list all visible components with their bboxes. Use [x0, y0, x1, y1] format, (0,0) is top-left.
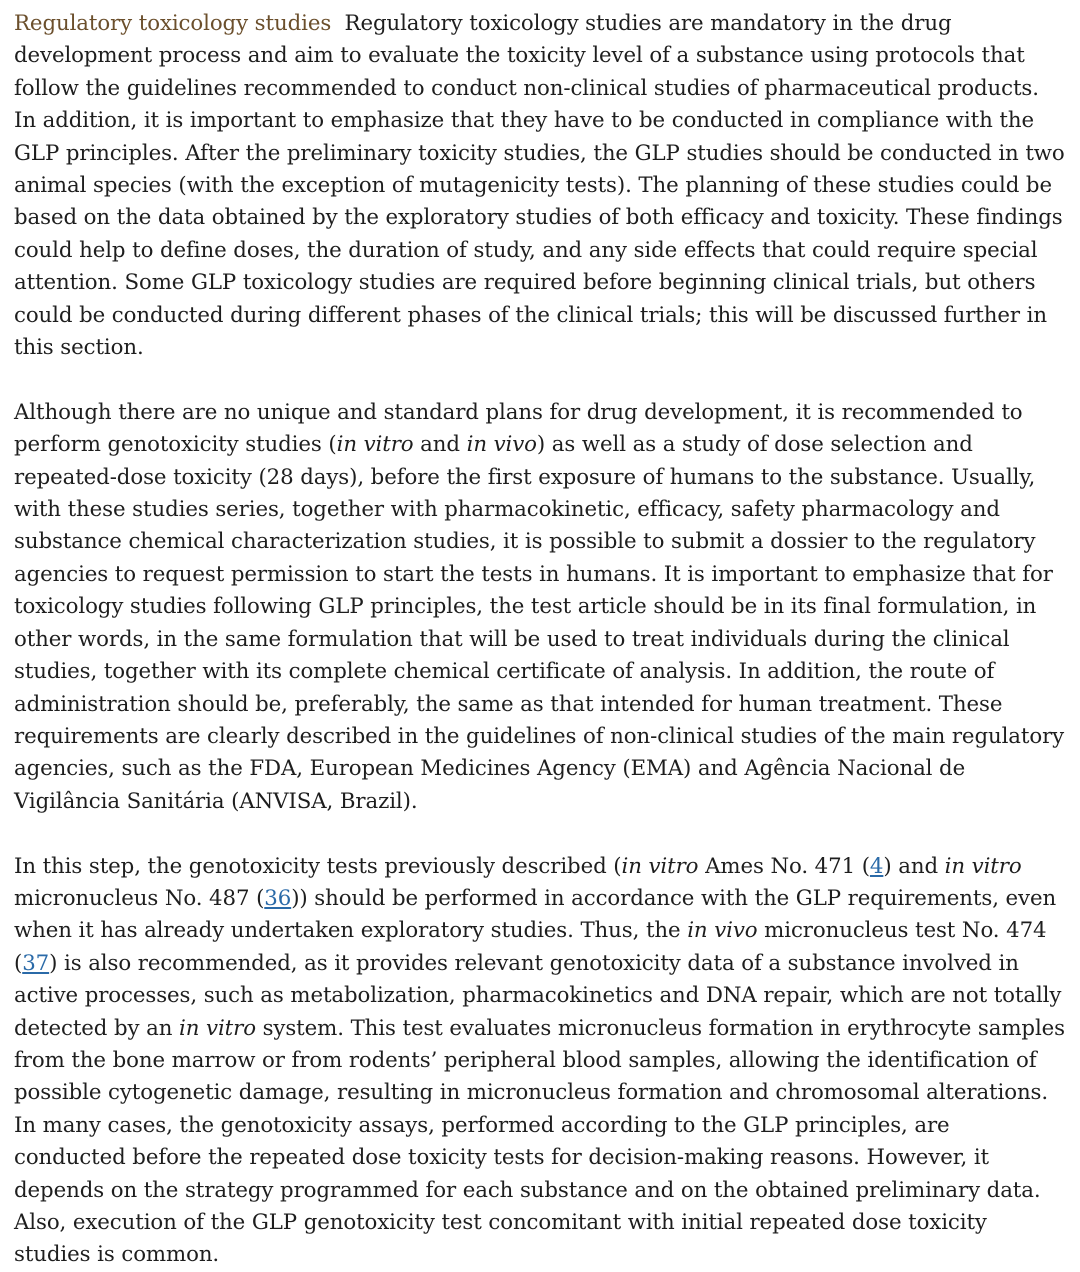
paragraph-text: and [413, 432, 467, 458]
paragraph-regulatory-toxicology [14, 8, 1072, 364]
italic-term: in vivo [466, 432, 537, 458]
italic-term: in vitro [621, 853, 699, 879]
paragraph-text: micronucleus No. 487 ( [14, 885, 265, 911]
reference-link-36[interactable]: 36 [264, 885, 292, 911]
paragraph-text: Although there are no unique and standard plans for drug development, it is recommended to perform genotoxicity studies ( [14, 399, 1023, 458]
paragraph-text: ) as well as a study of dose selection and repeated-dose toxicity (28 days), before the first exposure of humans to the substance. Usually, with these studies series, together with pharmacokinetic, efficacy, safety pharmacology and substance chemical characterization studies, it is possible to submit a dossier to the regulatory agencies to request permission to start the tests in humans. It is important to emphasize that for toxicology studies following GLP principles, the test article should be in its final formulation, in other words, in the same formulation that will be used to treat individuals during the clinical studies, together with its complete chemical certificate of analysis. In addition, the route of administration should be, preferably, the same as that intended for human treatment. These requirements are clearly described in the guidelines of non-clinical studies of the main regulatory agencies, such as the FDA, European Medicines Agency (EMA) and Agência Nacional de Vigilância Sanitária (ANVISA, Brazil). [14, 432, 1065, 814]
paragraph-text: Regulatory toxicology studies are mandatory in the drug development process and aim to evaluate the toxicity level of a substance using protocols that follow the guidelines recommended to conduct non-clinical studies of pharmaceutical products. In addition, it is important to emphasize that they have to be conducted in compliance with the GLP principles. After the preliminary toxicity studies, the GLP studies should be conducted in two animal species (with the exception of mutagenicity tests). The planning of these studies could be based on the data obtained by the exploratory studies of both efficacy and toxicity. These findings could help to define doses, the duration of study, and any side effects that could require special attention. Some GLP toxicology studies are required before beginning clinical trials, but others could be conducted during different phases of the clinical trials; this will be discussed further in this section. [14, 11, 1072, 361]
italic-term: in vitro [179, 1015, 256, 1041]
reference-link-37[interactable]: 37 [22, 950, 50, 976]
section-heading: Regulatory toxicology studies [14, 11, 332, 36]
paragraph-text: In this step, the genotoxicity tests previously described ( [14, 853, 622, 879]
italic-term: in vivo [687, 918, 758, 944]
paragraph-text: Ames No. 471 ( [698, 853, 870, 879]
reference-link-4[interactable]: 4 [869, 853, 884, 879]
paragraph-text: ) and [883, 853, 945, 879]
italic-term: in vitro [944, 853, 1022, 879]
paragraph-text: micronucleus test No. 474 ( [14, 918, 1047, 976]
paragraph-text: )) should be performed in accordance with the GLP requirements, even when it has already undertaken exploratory studies. Thus, the [14, 885, 1057, 944]
paragraph-genotoxicity-tests [14, 851, 1066, 1272]
paragraph-text: ) is also recommended, as it provides relevant genotoxicity data of a substance involved in active processes, such as metabolization, pharmacokinetics and DNA repair, which are not totally detected by an [14, 950, 1062, 1041]
paragraph-text: system. This test evaluates micronucleus formation in erythrocyte samples from the bone marrow or from rodents’ peripheral blood samples, allowing the identification of possible cytogenetic damage, resulting in micronucleus formation and chromosomal alterations. In many cases, the genotoxicity assays, performed according to the GLP principles, are conducted before the repeated dose toxicity tests for decision-making reasons. However, it depends on the strategy programmed for each substance and on the obtained preliminary data. Also, execution of the GLP genotoxicity test concomitant with initial repeated dose toxicity studies is common. [14, 1015, 1066, 1268]
paragraph-drug-development-plans [14, 397, 1066, 818]
italic-term: in vitro [336, 432, 414, 458]
